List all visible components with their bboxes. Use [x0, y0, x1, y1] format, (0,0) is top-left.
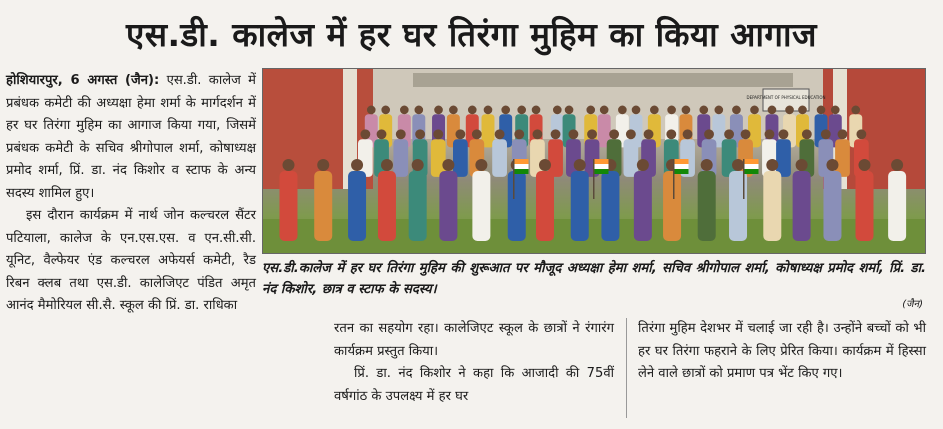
person-figure — [623, 139, 638, 177]
person-head — [449, 106, 458, 115]
person-head — [367, 106, 376, 115]
person-head — [618, 106, 627, 115]
person-head — [600, 106, 609, 115]
person-head — [768, 106, 777, 115]
flag-band — [745, 164, 759, 169]
person-head — [766, 159, 778, 171]
person-head — [637, 159, 649, 171]
person-head — [539, 159, 551, 171]
person-head — [495, 129, 505, 139]
person-figure — [601, 171, 619, 241]
person-head — [765, 129, 775, 139]
person-figure — [314, 171, 332, 241]
person-figure — [571, 171, 589, 241]
person-figure — [453, 139, 468, 177]
person-figure — [472, 171, 490, 241]
flag-band — [675, 164, 689, 169]
person-head — [856, 129, 866, 139]
person-head — [704, 129, 714, 139]
person-head — [785, 106, 794, 115]
person-head — [551, 129, 561, 139]
person-head — [455, 129, 465, 139]
person-figure — [823, 171, 841, 241]
person-head — [381, 106, 390, 115]
person-head — [501, 106, 510, 115]
person-head — [750, 106, 759, 115]
article-paragraph: तिरंगा मुहिम देशभर में चलाई जा रही है। उन्होंने बच्चों को भी हर घर तिरंगा फहराने के लिए प्रेरित किया। कार्यक्रम में हिस्सा लेने वाले छात्रों को प्रमाण पत्र भेंट किए गए। — [638, 321, 926, 381]
flag-band — [595, 169, 609, 174]
flag-band — [675, 169, 689, 174]
person-figure — [348, 171, 366, 241]
person-head — [414, 106, 423, 115]
person-figure — [663, 171, 681, 241]
person-head — [415, 129, 425, 139]
person-head — [532, 106, 541, 115]
flag-band — [515, 164, 529, 169]
person-figure — [634, 171, 652, 241]
person-head — [586, 106, 595, 115]
flag-band — [595, 159, 609, 164]
person-figure — [393, 139, 408, 177]
person-head — [732, 106, 741, 115]
person-figure — [439, 171, 457, 241]
person-head — [565, 106, 574, 115]
person-head — [741, 129, 751, 139]
person-head — [574, 159, 586, 171]
person-head — [798, 106, 807, 115]
person-head — [434, 106, 443, 115]
person-head — [667, 106, 676, 115]
person-head — [609, 129, 619, 139]
person-head — [351, 159, 363, 171]
person-head — [484, 106, 493, 115]
person-head — [724, 129, 734, 139]
photo-credit: (जैन) — [902, 299, 923, 310]
person-figure — [536, 171, 554, 241]
person-head — [400, 106, 409, 115]
person-head — [683, 129, 693, 139]
person-figure — [698, 171, 716, 241]
person-head — [381, 159, 393, 171]
person-head — [475, 159, 487, 171]
person-head — [851, 106, 860, 115]
person-head — [282, 159, 294, 171]
person-head — [796, 159, 808, 171]
person-head — [650, 106, 659, 115]
person-head — [682, 106, 691, 115]
flag-band — [515, 159, 529, 164]
person-head — [699, 106, 708, 115]
person-figure — [378, 171, 396, 241]
article-column-right — [638, 318, 926, 386]
article-paragraph — [6, 70, 256, 205]
column-divider — [626, 318, 627, 418]
person-head — [533, 129, 543, 139]
person-head — [553, 106, 562, 115]
person-figure — [763, 171, 781, 241]
person-head — [817, 106, 826, 115]
person-head — [779, 129, 789, 139]
person-head — [714, 106, 723, 115]
person-head — [514, 129, 524, 139]
article-paragraph: इस दौरान कार्यक्रम में नार्थ जोन कल्चरल सैंटर पटियाला, कालेज के एन.एस.एस. व एन.सी.सी. यूनिट, वैल्फेयर एंड कल्चरल अफेयर्स कमेटी, रैड रिबन क्लब तथा एस.डी. कालेजिएट पंडित अमृत आनंद मैमोरियल सी.सै. स्कूल की प्रिं. डा. राधिका — [6, 208, 256, 313]
person-head — [317, 159, 329, 171]
person-head — [517, 106, 526, 115]
person-head — [821, 129, 831, 139]
photo-sign-text: DEPARTMENT OF PHYSICAL EDUCATION — [746, 95, 826, 100]
person-head — [396, 129, 406, 139]
article-paragraph: प्रिं. डा. नंद किशोर ने कहा कि आजादी की 75वीं वर्षगांठ के उपलक्ष्य में हर घर — [334, 366, 614, 404]
article-column-middle — [334, 318, 614, 408]
article-paragraph: रतन का सहयोग रहा। कालेजिएट स्कूल के छात्रों ने रंगारंग कार्यक्रम प्रस्तुत किया। — [334, 321, 614, 359]
person-head — [732, 159, 744, 171]
flag-band — [675, 159, 689, 164]
person-figure — [855, 171, 873, 241]
person-figure — [279, 171, 297, 241]
person-head — [644, 129, 654, 139]
person-figure — [776, 139, 791, 177]
person-head — [891, 159, 903, 171]
person-head — [412, 159, 424, 171]
page-headline: एस.डी. कालेज में हर घर तिरंगा मुहिम का किया आगाज — [125, 14, 818, 54]
person-head — [472, 129, 482, 139]
group-photo-illustration — [263, 69, 926, 254]
news-photo — [262, 68, 926, 254]
person-head — [831, 106, 840, 115]
flag-band — [595, 164, 609, 169]
flag-pole — [743, 159, 745, 199]
flag-pole — [673, 159, 675, 199]
dateline: होशियारपुर, 6 अगस्त (जैन): — [6, 73, 160, 88]
person-head — [632, 106, 641, 115]
person-head — [468, 106, 477, 115]
flag-band — [745, 159, 759, 164]
article-column-left — [6, 70, 256, 318]
person-head — [701, 159, 713, 171]
person-head — [666, 129, 676, 139]
person-head — [858, 159, 870, 171]
flag-band — [745, 169, 759, 174]
person-figure — [888, 171, 906, 241]
lead-text: एस.डी. कालेज में प्रबंधक कमेटी की अध्यक्षा हेमा शर्मा के मार्गदर्शन में हर घर तिरंगा मुहिम का आगाज किया गया, जिसमें प्रबंधक कमेटी के सचिव श्रीगोपाल शर्मा, कोषाध्यक्ष प्रमोद शर्मा, प्रिं. डा. नंद किशोर व स्टाफ के अन्य सदस्य शामिल हुए। — [6, 73, 256, 201]
flag-pole — [513, 159, 515, 199]
person-head — [802, 129, 812, 139]
person-head — [569, 129, 579, 139]
flag-pole — [593, 159, 595, 199]
person-figure — [793, 171, 811, 241]
person-head — [587, 129, 597, 139]
person-head — [826, 159, 838, 171]
person-head — [360, 129, 370, 139]
person-figure — [409, 171, 427, 241]
person-head — [433, 129, 443, 139]
person-figure — [508, 171, 526, 241]
photo-caption: एस.डी.कालेज में हर घर तिरंगा मुहिम की शुरूआत पर मौजूद अध्यक्षा हेमा शर्मा, सचिव श्रीगोपाल शर्मा, कोषाध्यक्ष प्रमोद शर्मा, प्रिं. डा. नंद किशोर, छात्र व स्टाफ के सदस्य। — [262, 261, 926, 297]
person-head — [626, 129, 636, 139]
flag-band — [515, 169, 529, 174]
person-head — [442, 159, 454, 171]
person-figure — [492, 139, 507, 177]
person-head — [838, 129, 848, 139]
person-head — [377, 129, 387, 139]
